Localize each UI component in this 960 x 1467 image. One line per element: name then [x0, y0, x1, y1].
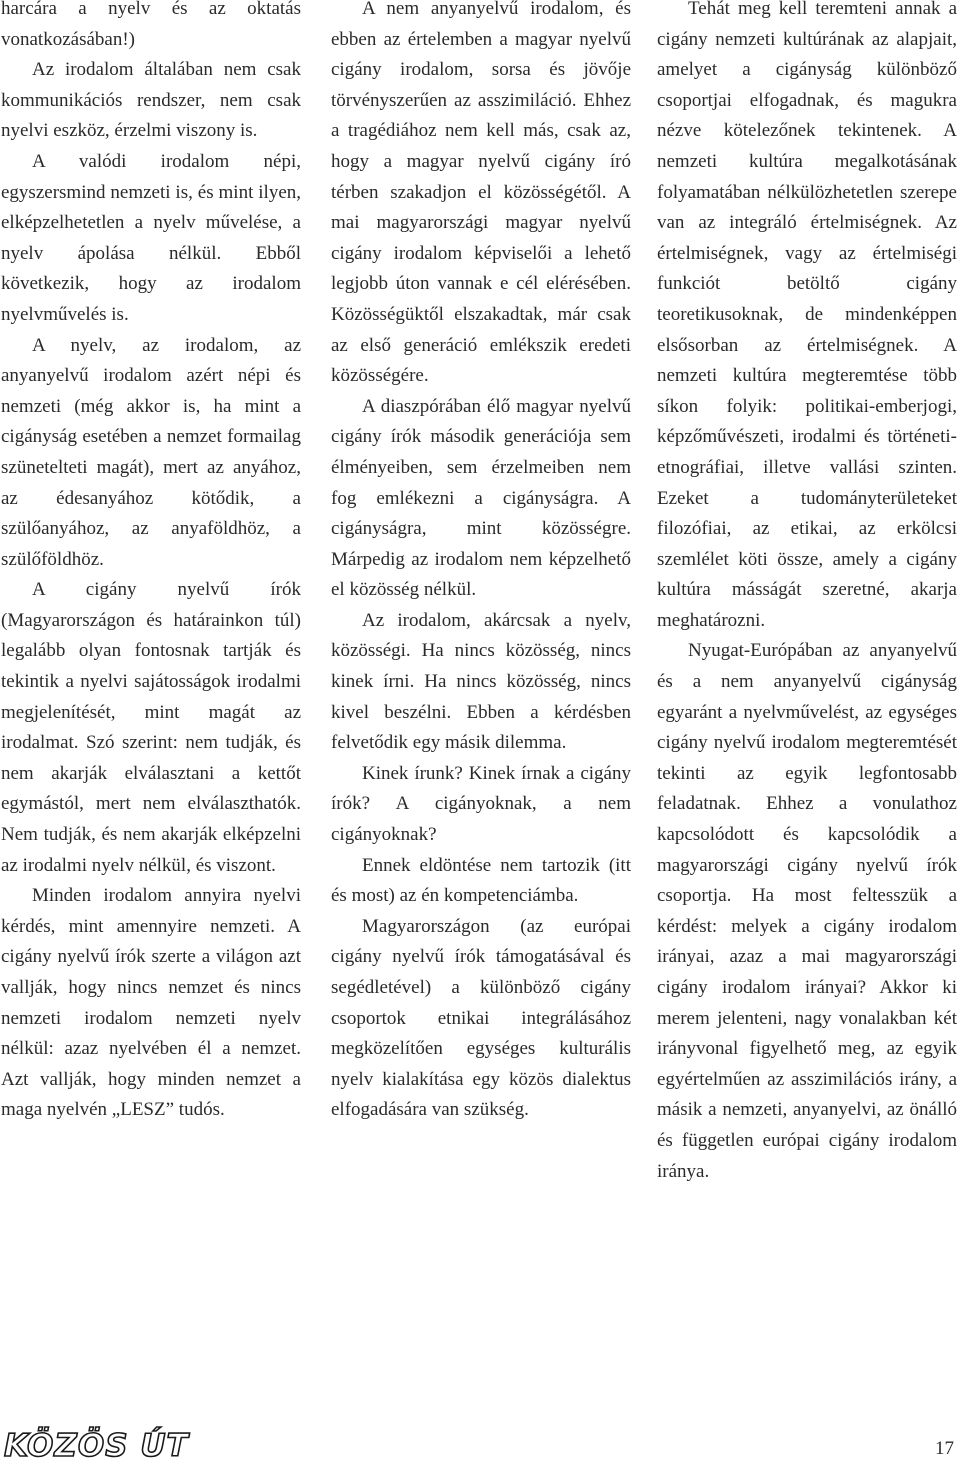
paragraph: A valódi irodalom népi, egyszersmind nemzeti is, és mint ilyen, elképzelhetetlen a nyelv művelése, a nyelv ápolása nélkül. Ebből következik, hogy az irodalom nyelvművelés is.	[1, 150, 301, 325]
paragraph: Tehát meg kell teremteni annak a cigány nemzeti kultúrának az alapjait, amelyet a cigányság különböző csoportjai elfogadnak, és magukra nézve kötelezőnek tekintenek. A nemzeti kultúra megalkotásának folyamatában nélkülözhetetlen szerepe van az integráló értelmiségnek. Az értelmiségnek, vagy az értelmiségi funkciót betöltő cigány teoretikusoknak, de mindenképpen elsősorban az értelmiségnek. A nemzeti kultúra megteremtése több síkon folyik: politikai-emberjogi, képzőművészeti, irodalmi és történeti-etnográfiai, illetve vallási szinten. Ezeket a tudományterületeket filozófiai, az etikai, az erkölcsi szemlélet köti össze, amely a cigány kultúra másságát szeretné, akarja meghatározni.	[657, 0, 957, 631]
page-number: 17	[935, 1438, 954, 1459]
magazine-logo: KÖZÖS ÚT	[4, 1428, 189, 1464]
paragraph: Az irodalom általában nem csak kommunikációs rendszer, nem csak nyelvi eszköz, érzelmi viszony is.	[1, 59, 301, 142]
paragraph: Magyarországon (az európai cigány nyelvű írók támogatásával és segédletével) a különböző cigány csoportok etnikai integrálásához megközelítően egységes kulturális nyelv kialakítása egy közös dialektus elfogadására van szükség.	[331, 915, 631, 1121]
text-column-2	[331, 0, 631, 1126]
paragraph: A diaszpórában élő magyar nyelvű cigány írók második generációja sem élményeiben, sem érzelmeiben nem fog emlékezni a cigányságra. A cigányságra, mint közösségre. Márpedig az irodalom nem képzelhető el közösség nélkül.	[331, 395, 631, 601]
paragraph: A nem anyanyelvű irodalom, és ebben az értelemben a magyar nyelvű cigány irodalom, sorsa és jövője törvényszerűen az asszimiláció. Ehhez a tragédiához nem kell más, csak az, hogy a magyar nyelvű cigány író térben szakadjon el közösségétől. A mai magyarországi magyar nyelvű cigány irodalom képviselői a lehető legjobb úton vannak e cél elérésében. Közösségüktől elszakadtak, már csak az első generáció emlékszik eredeti közösségére.	[331, 0, 631, 387]
text-column-3	[657, 0, 957, 1187]
paragraph: Az irodalom, akárcsak a nyelv, közösségi. Ha nincs közösség, nincs kinek írni. Ha nincs közösség, nincs kivel beszélni. Ebben a kérdésben felvetődik egy másik dilemma.	[331, 609, 631, 754]
paragraph-continued: harcára a nyelv és az oktatás vonatkozásában!)	[1, 0, 301, 50]
paragraph: Nyugat-Európában az anyanyelvű és a nem anyanyelvű cigányság egyaránt a nyelvművelést, az egységes cigány nyelvű irodalom megteremtését tekinti az egyik legfontosabb feladatnak. Ehhez a vonulathoz kapcsolódott és kapcsolódik a magyarországi cigány nyelvű írók csoportja. Ha most feltesszük a kérdést: melyek a cigány irodalom irányai, azaz a mai magyarországi cigány irodalom irányai? Akkor ki merem jelenteni, nagy vonalakban két irányvonal figyelhető meg, az egyik egyértelműen az asszimilációs irány, a másik a nemzeti, anyanyelvi, az önálló és független európai cigány irodalom iránya.	[657, 640, 957, 1182]
text-column-1	[1, 0, 301, 1126]
paragraph: Ennek eldöntése nem tartozik (itt és most) az én kompetenciámba.	[331, 854, 631, 907]
paragraph: Kinek írunk? Kinek írnak a cigány írók? A cigányoknak, a nem cigányoknak?	[331, 762, 631, 846]
paragraph: A nyelv, az irodalom, az anyanyelvű irodalom azért népi és nemzeti (még akkor is, ha mint a cigányság esetében a nemzet formailag szünetelteti magát), mert az anyához, az édesanyához kötődik, a szülőanyához, az anyaföldhöz, a szülőföldhöz.	[1, 334, 301, 570]
paragraph: A cigány nyelvű írók (Magyarországon és határainkon túl) legalább olyan fontosnak tartják és tekintik a nyelvi sajátosságok irodalmi megjelenítését, mint magát az irodalmat. Szó szerint: nem tudják, és nem akarják elválasztani a kettőt egymástól, mert nem elválaszthatók. Nem tudják, és nem akarják elképzelni az irodalmi nyelv nélkül, és viszont.	[1, 579, 301, 876]
paragraph: Minden irodalom annyira nyelvi kérdés, mint amennyire nemzeti. A cigány nyelvű írók szerte a világon azt vallják, hogy nincs nemzet és nincs nemzeti irodalom nemzeti nyelv nélkül: azaz nyelvében él a nemzet. Azt vallják, hogy minden nemzet a maga nyelvén „LESZ” tudós.	[1, 885, 301, 1121]
